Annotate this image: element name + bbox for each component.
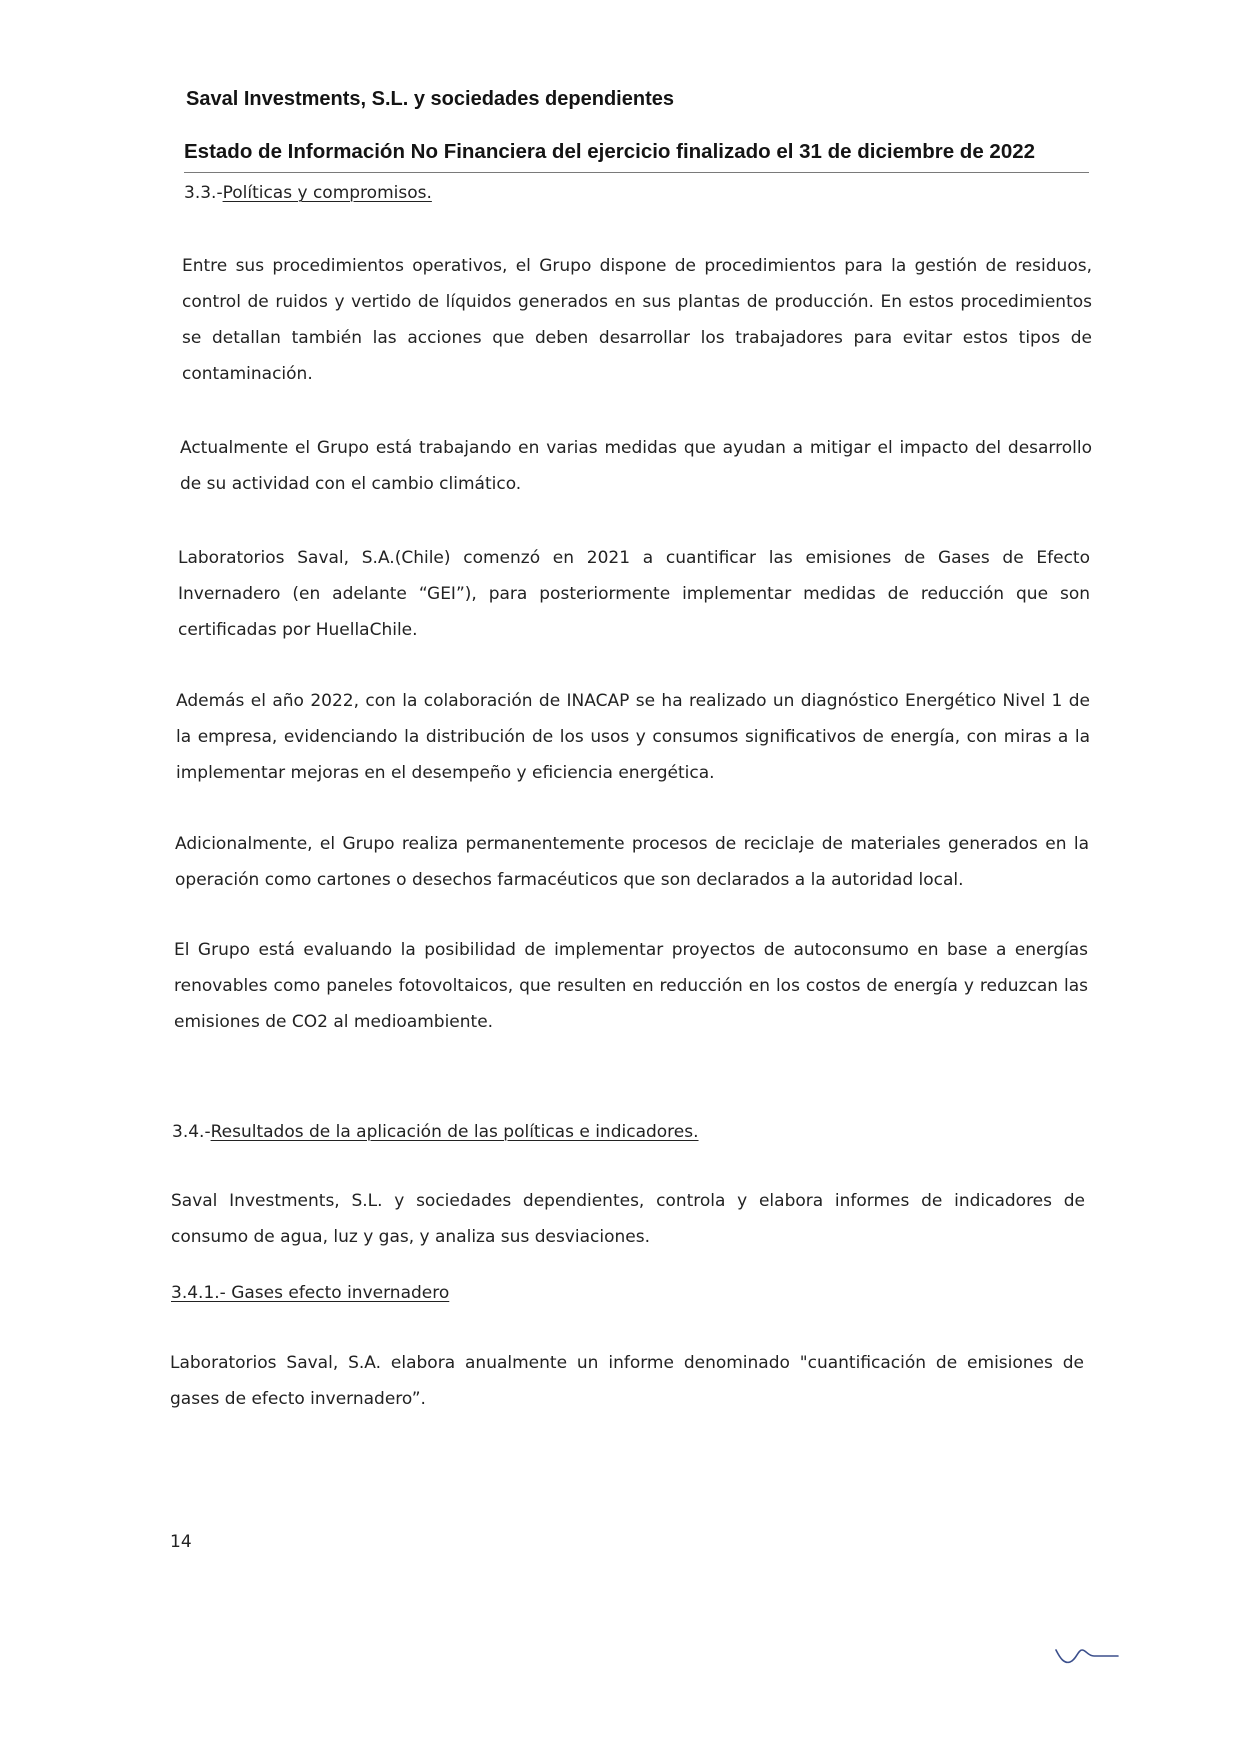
paragraph-waste-procedures: Entre sus procedimientos operativos, el Grupo dispone de procedimientos para la gestión de residuos, control de ruidos y vertido de líquidos generados en sus plantas de producción. En estos procedimientos se detallan también las acciones que deben desarrollar los trabajadores para evitar estos tipos de contaminación. (182, 256, 1092, 384)
section-3-4-heading (172, 1122, 699, 1142)
section-3-4-title: Resultados de la aplicación de las políticas e indicadores. (210, 1122, 699, 1142)
section-3-3-title: Políticas y compromisos. (222, 183, 432, 203)
paragraph-gei-quantification: Laboratorios Saval, S.A.(Chile) comenzó en 2021 a cuantificar las emisiones de Gases de Efecto Invernadero (en adelante “GEI”), para posteriormente implementar medidas de reducción que son certificadas por HuellaChile. (178, 548, 1090, 640)
paragraph-indicators: Saval Investments, S.L. y sociedades dependientes, controla y elabora informes de indicadores de consumo de agua, luz y gas, y analiza sus desviaciones. (171, 1191, 1085, 1247)
section-3-4-1-title: 3.4.1.- Gases efecto invernadero (171, 1283, 450, 1303)
paragraph-climate-measures: Actualmente el Grupo está trabajando en varias medidas que ayudan a mitigar el impacto del desarrollo de su actividad con el cambio climático. (180, 438, 1092, 494)
section-3-3-number: 3.3.- (184, 183, 223, 203)
section-3-3-heading (184, 183, 432, 203)
paragraph-energy-diagnostic: Además el año 2022, con la colaboración de INACAP se ha realizado un diagnóstico Energético Nivel 1 de la empresa, evidenciando la distribución de los usos y consumos significativos de energía, con miras a la implementar mejoras en el desempeño y eficiencia energética. (176, 691, 1090, 783)
section-3-4-1-heading (171, 1283, 449, 1303)
paragraph-recycling: Adicionalmente, el Grupo realiza permanentemente procesos de reciclaje de materiales generados en la operación como cartones o desechos farmacéuticos que son declarados a la autoridad local. (175, 834, 1089, 890)
header-divider (184, 172, 1089, 173)
section-3-4-number: 3.4.- (172, 1122, 211, 1142)
report-title: Estado de Información No Financiera del ejercicio finalizado el 31 de diciembre de 2022 (184, 140, 1036, 163)
paragraph-emissions-report: Laboratorios Saval, S.A. elabora anualmente un informe denominado "cuantificación de emisiones de gases de efecto invernadero”. (170, 1353, 1084, 1409)
handwritten-initials-icon (1052, 1640, 1122, 1670)
company-header: Saval Investments, S.L. y sociedades dependientes (186, 88, 674, 110)
paragraph-renewables: El Grupo está evaluando la posibilidad de implementar proyectos de autoconsumo en base a energías renovables como paneles fotovoltaicos, que resulten en reducción en los costos de energía y reduzcan las emisiones de CO2 al medioambiente. (174, 940, 1088, 1032)
page-number: 14 (170, 1532, 192, 1552)
